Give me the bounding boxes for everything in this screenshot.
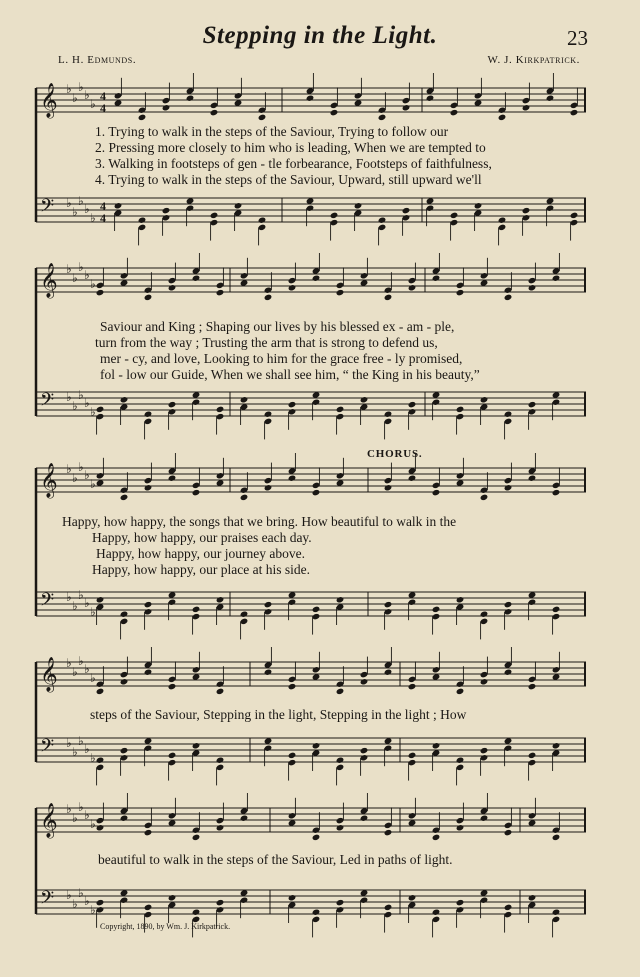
note-head [138,114,147,121]
note-head [360,396,369,403]
note-head [192,489,201,496]
flat-sign: ♭ [90,405,96,419]
note-head [186,95,195,102]
flat-sign: ♭ [78,734,84,748]
note-head [504,484,513,491]
note-head [480,815,489,822]
note-head [240,611,249,618]
flat-sign: ♭ [78,80,84,94]
note-head [480,611,489,618]
flat-sign: ♭ [78,800,84,814]
note-head [552,834,561,841]
note-head [168,752,177,759]
note-head [384,411,393,418]
note-head [288,475,297,482]
note-head [504,411,513,418]
note-head [504,669,513,676]
flat-sign: ♭ [90,97,96,111]
note-head [288,752,297,759]
note-head [216,688,225,695]
note-head [384,294,393,301]
flat-sign: ♭ [72,471,78,485]
verse-1-line-1: 1. Trying to walk in the steps of the Saviour, Trying to follow our [95,124,449,139]
flat-sign: ♭ [84,808,90,822]
note-head [96,406,105,413]
note-head [96,688,105,695]
note-head [312,275,321,282]
bass-clef: 𝄢 [40,390,55,415]
note-head [168,894,177,901]
note-head [192,606,201,613]
flat-sign: ♭ [90,277,96,291]
copyright-notice: Copyright, 1890, by Wm. J. Kirkpatrick. [100,922,231,931]
note-head [264,484,273,491]
note-head [168,284,177,291]
note-head [306,95,315,102]
note-head [456,688,465,695]
flat-sign: ♭ [78,194,84,208]
hymn-title: Stepping in the Light. [202,22,438,49]
note-head [120,611,129,618]
note-head [312,834,321,841]
note-head [120,815,129,822]
note-head [528,284,537,291]
note-head [96,596,105,603]
note-head [456,757,465,764]
flat-sign: ♭ [66,888,72,902]
note-head [384,601,393,608]
note-head [456,406,465,413]
flat-sign: ♭ [72,897,78,911]
flat-sign: ♭ [90,477,96,491]
note-head [432,489,441,496]
note-head [168,475,177,482]
note-head [504,601,513,608]
note-head [408,894,417,901]
verse-4-line-1: 4. Trying to walk in the steps of the Saviour, Upward, still upward we'll [95,172,482,187]
note-head [120,494,129,501]
note-head [498,217,507,224]
note-head [456,824,465,831]
note-head [312,489,321,496]
verse-1-line-2: Saviour and King ; Shaping our lives by his blessed ex - am - ple, [100,319,455,334]
note-head [552,606,561,613]
note-head [144,294,153,301]
bass-clef: 𝄢 [40,590,55,615]
refrain-line-1: steps of the Saviour, Stepping in the light, Stepping in the light ; How [90,707,467,722]
note-head [384,484,393,491]
note-head [360,747,369,754]
note-head [480,494,489,501]
note-head [120,747,129,754]
verse-3-line-2: mer - cy, and love, Looking to him for the grace free - ly promised, [100,351,463,366]
note-head [330,109,339,116]
flat-sign: ♭ [72,205,78,219]
lyricist-credit: L. H. Edmunds. [58,54,137,66]
note-head [96,757,105,764]
note-head [96,289,105,296]
treble-clef: 𝄞 [40,803,58,838]
note-head [120,678,129,685]
note-head [504,904,513,911]
note-head [144,601,153,608]
chorus-label: CHORUS. [367,448,423,460]
note-head [336,596,345,603]
flat-sign: ♭ [72,91,78,105]
note-head [144,669,153,676]
note-head [408,683,417,690]
note-head [432,275,441,282]
flat-sign: ♭ [84,596,90,610]
note-head [162,207,171,214]
note-head [216,824,225,831]
note-head [522,104,531,111]
note-head [354,202,363,209]
note-head [216,596,225,603]
note-head [456,899,465,906]
note-head [96,899,105,906]
flat-sign: ♭ [78,388,84,402]
note-head [504,294,513,301]
flat-sign: ♭ [66,262,72,276]
note-head [216,899,225,906]
note-head [522,207,531,214]
flat-sign: ♭ [72,599,78,613]
note-head [234,202,243,209]
note-head [336,688,345,695]
note-head [408,752,417,759]
note-head [528,752,537,759]
flat-sign: ♭ [78,460,84,474]
flat-sign: ♭ [78,886,84,900]
time-signature-top: 4 [100,89,106,103]
time-signature-bottom: 4 [100,211,106,225]
note-head [528,401,537,408]
note-head [456,289,465,296]
composer-credit: W. J. Kirkpatrick. [487,54,580,66]
flat-sign: ♭ [90,817,96,831]
note-head [432,606,441,613]
note-head [96,824,105,831]
note-head [450,212,459,219]
note-head [336,824,345,831]
treble-clef: 𝄞 [40,263,58,298]
note-head [288,683,297,690]
note-head [456,596,465,603]
note-head [162,104,171,111]
note-head [360,678,369,685]
note-head [288,894,297,901]
note-head [240,494,249,501]
flat-sign: ♭ [72,665,78,679]
note-head [552,742,561,749]
note-head [192,275,201,282]
note-head [312,742,321,749]
note-head [552,275,561,282]
note-head [498,114,507,121]
note-head [378,217,387,224]
note-head [450,109,459,116]
note-head [480,678,489,685]
note-head [192,742,201,749]
note-head [552,909,561,916]
note-head [408,401,417,408]
note-head [402,104,411,111]
note-head [264,294,273,301]
time-signature-top: 4 [100,199,106,213]
chorus-line-1: Happy, how happy, the songs that we bring. How beautiful to walk in the [62,514,457,529]
flat-sign: ♭ [72,271,78,285]
flat-sign: ♭ [66,196,72,210]
flat-sign: ♭ [84,468,90,482]
note-head [210,212,219,219]
note-head [258,114,267,121]
note-head [168,683,177,690]
note-head [240,815,249,822]
note-head [336,899,345,906]
note-head [426,95,435,102]
note-head [258,217,267,224]
note-head [210,109,219,116]
flat-sign: ♭ [72,811,78,825]
flat-sign: ♭ [66,656,72,670]
flat-sign: ♭ [84,742,90,756]
note-head [480,747,489,754]
chorus-line-4: Happy, how happy, our place at his side. [92,562,310,577]
chorus-line-3: Happy, how happy, our journey above. [96,546,305,561]
note-head [552,489,561,496]
flat-sign: ♭ [66,802,72,816]
verse-2-line-2: turn from the way ; Trusting the arm that is strong to defend us, [95,335,438,350]
flat-sign: ♭ [84,396,90,410]
note-head [336,757,345,764]
treble-clef: 𝄞 [40,657,58,692]
note-head [138,217,147,224]
flat-sign: ♭ [78,588,84,602]
flat-sign: ♭ [90,751,96,765]
note-head [432,909,441,916]
note-head [192,834,201,841]
time-signature-bottom: 4 [100,101,106,115]
note-head [378,114,387,121]
note-head [528,894,537,901]
refrain-line-2: beautiful to walk in the steps of the Saviour, Led in paths of light. [98,852,453,867]
note-head [528,475,537,482]
flat-sign: ♭ [84,202,90,216]
note-head [432,742,441,749]
note-head [288,284,297,291]
flat-sign: ♭ [66,82,72,96]
flat-sign: ♭ [90,605,96,619]
flat-sign: ♭ [78,654,84,668]
note-head [570,212,579,219]
note-head [120,396,129,403]
flat-sign: ♭ [84,662,90,676]
flat-sign: ♭ [72,745,78,759]
chorus-line-2: Happy, how happy, our praises each day. [92,530,312,545]
note-head [408,284,417,291]
note-head [144,829,153,836]
verse-4-line-2: fol - low our Guide, When we shall see him, “ the King in his beauty,” [100,367,480,382]
flat-sign: ♭ [90,903,96,917]
note-head [432,834,441,841]
flat-sign: ♭ [84,88,90,102]
flat-sign: ♭ [84,268,90,282]
flat-sign: ♭ [66,462,72,476]
treble-clef: 𝄞 [40,83,58,118]
note-head [144,904,153,911]
flat-sign: ♭ [66,390,72,404]
note-head [408,475,417,482]
flat-sign: ♭ [78,260,84,274]
note-head [216,289,225,296]
note-head [264,601,273,608]
note-head [144,484,153,491]
flat-sign: ♭ [90,211,96,225]
flat-sign: ♭ [90,671,96,685]
note-head [168,401,177,408]
note-head [216,757,225,764]
note-head [264,411,273,418]
note-head [144,411,153,418]
note-head [312,909,321,916]
note-head [192,909,201,916]
flat-sign: ♭ [66,590,72,604]
note-head [480,396,489,403]
verse-3-line-1: 3. Walking in footsteps of gen - tle forbearance, Footsteps of faithfulness, [95,156,492,171]
verse-2-line-1: 2. Pressing more closely to him who is leading, When we are tempted to [95,140,486,155]
note-head [546,95,555,102]
note-head [336,289,345,296]
note-head [384,904,393,911]
note-head [288,401,297,408]
note-head [330,212,339,219]
bass-clef: 𝄢 [40,888,55,913]
note-head [114,202,123,209]
note-head [504,829,513,836]
note-head [570,109,579,116]
page-number: 23 [567,26,588,50]
flat-sign: ♭ [66,736,72,750]
bass-clef: 𝄢 [40,736,55,761]
note-head [402,207,411,214]
note-head [240,396,249,403]
note-head [336,406,345,413]
bass-clef: 𝄢 [40,196,55,221]
treble-clef: 𝄞 [40,463,58,498]
note-head [474,202,483,209]
flat-sign: ♭ [72,399,78,413]
flat-sign: ♭ [84,894,90,908]
note-head [384,829,393,836]
note-head [216,406,225,413]
note-head [264,669,273,676]
note-head [360,815,369,822]
note-head [312,606,321,613]
note-head [528,683,537,690]
note-head [384,669,393,676]
